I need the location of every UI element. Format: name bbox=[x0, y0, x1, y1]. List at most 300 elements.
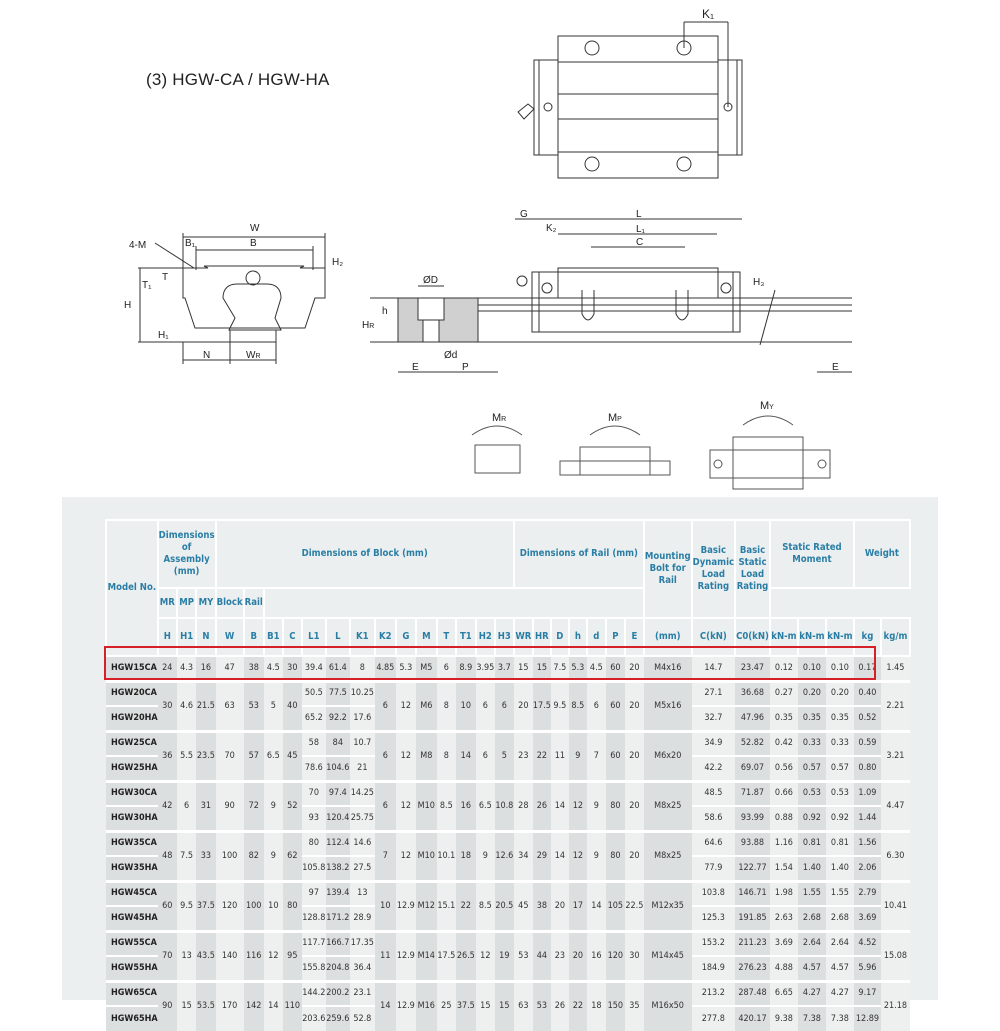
cell-k1: 27.5 bbox=[350, 856, 375, 881]
cell-w: 90 bbox=[216, 781, 244, 831]
h-small-label: h bbox=[382, 306, 388, 317]
l1-label: L₁ bbox=[636, 224, 645, 235]
model-cell: HGW20HA bbox=[106, 706, 158, 731]
cell-l1: 39.4 bbox=[302, 656, 326, 681]
cell-l: 171.2 bbox=[326, 906, 350, 931]
cell-h: 24 bbox=[158, 656, 177, 681]
cell-k1: 28.9 bbox=[350, 906, 375, 931]
table-row bbox=[106, 981, 910, 1006]
column-header: H1 bbox=[177, 618, 196, 656]
column-header: K1 bbox=[350, 618, 375, 656]
cell-n: 31 bbox=[196, 781, 215, 831]
cell-c: 62 bbox=[283, 831, 302, 881]
cell-k2: 4.85 bbox=[375, 656, 396, 681]
header-dynamic: Basic Dynamic Load Rating bbox=[692, 520, 735, 618]
cell-bolt: M14x45 bbox=[644, 931, 692, 981]
cell-w: 70 bbox=[216, 731, 244, 781]
table-row bbox=[106, 881, 910, 906]
c-label: C bbox=[636, 237, 644, 248]
k2-label: K₂ bbox=[546, 223, 557, 234]
moment-diagrams bbox=[450, 395, 850, 495]
cell-k1: 13 bbox=[350, 881, 375, 906]
cell-c0-kn: 23.47 bbox=[735, 656, 770, 681]
cell-l: 84 bbox=[326, 731, 350, 756]
cell-g: 12.9 bbox=[396, 931, 416, 981]
cell-c: 30 bbox=[283, 656, 302, 681]
column-header: W bbox=[216, 618, 244, 656]
cell-k1: 52.8 bbox=[350, 1006, 375, 1031]
cell-b: 82 bbox=[244, 831, 264, 881]
cell-l1: 97 bbox=[302, 881, 326, 906]
cell-e: 20 bbox=[625, 656, 644, 681]
cell-h3: 5 bbox=[495, 731, 514, 781]
cell-bolt: M8x25 bbox=[644, 781, 692, 831]
cell-t: 8 bbox=[437, 681, 456, 731]
cell-c0-kn: 191.85 bbox=[735, 906, 770, 931]
cell-m: M14 bbox=[416, 931, 437, 981]
cell-my: 4.57 bbox=[826, 956, 854, 981]
cell-d: 18 bbox=[587, 981, 606, 1031]
cell-m: M8 bbox=[416, 731, 437, 781]
g-label: G bbox=[520, 209, 528, 220]
model-cell: HGW20CA bbox=[106, 681, 158, 706]
header-model: Model No. bbox=[106, 520, 158, 656]
cell-mp: 0.33 bbox=[798, 731, 826, 756]
cell-k1: 10.7 bbox=[350, 731, 375, 756]
cell-mr: 0.27 bbox=[770, 681, 798, 706]
cell-h: 60 bbox=[158, 881, 177, 931]
cell-bolt: M6x20 bbox=[644, 731, 692, 781]
cell-mp: 4.27 bbox=[798, 981, 826, 1006]
cell-mr: 0.12 bbox=[770, 656, 798, 681]
header-static: Basic Static Load Rating bbox=[735, 520, 770, 618]
cell-t1: 14 bbox=[456, 731, 476, 781]
cell-m: M10 bbox=[416, 831, 437, 881]
cell-my: 2.68 bbox=[826, 906, 854, 931]
cell-l: 112.4 bbox=[326, 831, 350, 856]
cell-d: 9 bbox=[587, 831, 606, 881]
cell-t1: 26.5 bbox=[456, 931, 476, 981]
e-right-label: E bbox=[832, 362, 839, 373]
cell-wr: 15 bbox=[514, 656, 533, 681]
cell-h: 70 bbox=[158, 931, 177, 981]
cell-g: 12 bbox=[396, 731, 416, 781]
cell-h2: 12 bbox=[476, 931, 495, 981]
cell-k1: 14.6 bbox=[350, 831, 375, 856]
cell-g: 12 bbox=[396, 781, 416, 831]
cell-d: 11 bbox=[551, 731, 569, 781]
cell-m: M10 bbox=[416, 781, 437, 831]
cell-bolt: M12x35 bbox=[644, 881, 692, 931]
cell-e: 22.5 bbox=[625, 881, 644, 931]
cell-l: 166.7 bbox=[326, 931, 350, 956]
cell-w: 100 bbox=[216, 831, 244, 881]
cell-block-kg: 2.06 bbox=[854, 856, 881, 881]
cell-t: 25 bbox=[437, 981, 456, 1031]
cell-k2: 7 bbox=[375, 831, 396, 881]
model-cell: HGW25HA bbox=[106, 756, 158, 781]
cell-h: 17 bbox=[569, 881, 587, 931]
cell-d: 7.5 bbox=[551, 656, 569, 681]
e-label: E bbox=[412, 362, 419, 373]
cell-t1: 18 bbox=[456, 831, 476, 881]
header-rail: Dimensions of Rail (mm) bbox=[514, 520, 644, 588]
cell-b1: 14 bbox=[264, 981, 283, 1031]
cell-c-kn: 277.8 bbox=[692, 1006, 735, 1031]
cell-c: 40 bbox=[283, 681, 302, 731]
cell-my: 0.81 bbox=[826, 831, 854, 856]
cell-n: 43.5 bbox=[196, 931, 215, 981]
cell-k1: 25.75 bbox=[350, 806, 375, 831]
cell-d: 26 bbox=[551, 981, 569, 1031]
column-header: kN-m bbox=[770, 618, 798, 656]
cell-mr: 3.69 bbox=[770, 931, 798, 956]
cell-my: 4.27 bbox=[826, 981, 854, 1006]
model-cell: HGW55CA bbox=[106, 931, 158, 956]
column-header: C bbox=[283, 618, 302, 656]
cell-h3: 15 bbox=[495, 981, 514, 1031]
cell-c: 45 bbox=[283, 731, 302, 781]
cell-n: 53.5 bbox=[196, 981, 215, 1031]
cell-wr: 34 bbox=[514, 831, 533, 881]
cell-k1: 21 bbox=[350, 756, 375, 781]
cell-c-kn: 125.3 bbox=[692, 906, 735, 931]
h1-label: H₁ bbox=[158, 330, 169, 341]
cell-mr: 0.66 bbox=[770, 781, 798, 806]
cell-my: 7.38 bbox=[826, 1006, 854, 1031]
column-header: T bbox=[437, 618, 456, 656]
cell-hr: 53 bbox=[533, 981, 551, 1031]
cell-c-kn: 48.5 bbox=[692, 781, 735, 806]
cell-h2: 8.5 bbox=[476, 881, 495, 931]
cell-g: 12 bbox=[396, 831, 416, 881]
model-cell: HGW55HA bbox=[106, 956, 158, 981]
cell-c-kn: 58.6 bbox=[692, 806, 735, 831]
cell-l1: 58 bbox=[302, 731, 326, 756]
cell-m: M6 bbox=[416, 681, 437, 731]
cell-mr: 6.65 bbox=[770, 981, 798, 1006]
cell-rail-weight: 21.18 bbox=[881, 981, 910, 1031]
column-header: P bbox=[606, 618, 625, 656]
cell-c0-kn: 287.48 bbox=[735, 981, 770, 1006]
cell-mr: 0.88 bbox=[770, 806, 798, 831]
cell-c0-kn: 276.23 bbox=[735, 956, 770, 981]
mp-label: MP bbox=[608, 412, 622, 424]
cell-mp: 0.92 bbox=[798, 806, 826, 831]
cell-c: 80 bbox=[283, 881, 302, 931]
cell-g: 12 bbox=[396, 681, 416, 731]
cell-h1: 9.5 bbox=[177, 881, 196, 931]
cell-d: 6 bbox=[587, 681, 606, 731]
cell-l1: 93 bbox=[302, 806, 326, 831]
model-cell: HGW35CA bbox=[106, 831, 158, 856]
cell-my: 0.57 bbox=[826, 756, 854, 781]
cell-e: 20 bbox=[625, 781, 644, 831]
k1-label: K₁ bbox=[702, 7, 715, 21]
column-header: N bbox=[196, 618, 215, 656]
cell-d: 7 bbox=[587, 731, 606, 781]
cell-my: 0.10 bbox=[826, 656, 854, 681]
cell-h: 12 bbox=[569, 831, 587, 881]
table-row bbox=[106, 931, 910, 956]
cell-t: 6 bbox=[437, 656, 456, 681]
cell-c0-kn: 93.88 bbox=[735, 831, 770, 856]
column-header: H2 bbox=[476, 618, 495, 656]
cell-b1: 10 bbox=[264, 881, 283, 931]
cell-b1: 9 bbox=[264, 831, 283, 881]
cell-l: 139.4 bbox=[326, 881, 350, 906]
cell-hr: 22 bbox=[533, 731, 551, 781]
column-header: E bbox=[625, 618, 644, 656]
cell-l1: 65.2 bbox=[302, 706, 326, 731]
b-label: B bbox=[250, 238, 257, 249]
cell-mr: 9.38 bbox=[770, 1006, 798, 1031]
cell-k2: 11 bbox=[375, 931, 396, 981]
n-label: N bbox=[203, 350, 211, 361]
column-header: B bbox=[244, 618, 264, 656]
cell-bolt: M4x16 bbox=[644, 656, 692, 681]
cell-h1: 15 bbox=[177, 981, 196, 1031]
cell-my: 0.35 bbox=[826, 706, 854, 731]
p-label: P bbox=[462, 362, 469, 373]
cell-b: 57 bbox=[244, 731, 264, 781]
cell-mr: 0.42 bbox=[770, 731, 798, 756]
column-header: D bbox=[551, 618, 569, 656]
cell-n: 16 bbox=[196, 656, 215, 681]
cell-wr: 53 bbox=[514, 931, 533, 981]
table-row bbox=[106, 781, 910, 806]
cell-h: 36 bbox=[158, 731, 177, 781]
cell-l: 120.4 bbox=[326, 806, 350, 831]
cell-l: 77.5 bbox=[326, 681, 350, 706]
cell-block-kg: 4.52 bbox=[854, 931, 881, 956]
cell-hr: 44 bbox=[533, 931, 551, 981]
cell-block-kg: 1.44 bbox=[854, 806, 881, 831]
cell-c-kn: 64.6 bbox=[692, 831, 735, 856]
cell-h1: 5.5 bbox=[177, 731, 196, 781]
cell-c0-kn: 36.68 bbox=[735, 681, 770, 706]
cell-h: 5.3 bbox=[569, 656, 587, 681]
cell-k2: 6 bbox=[375, 781, 396, 831]
model-cell: HGW35HA bbox=[106, 856, 158, 881]
header-bolt: Mounting Bolt for Rail bbox=[644, 520, 692, 618]
hr-label: HR bbox=[362, 320, 375, 331]
cell-rail-weight: 1.45 bbox=[881, 656, 910, 681]
model-cell: HGW65CA bbox=[106, 981, 158, 1006]
cell-h: 30 bbox=[158, 681, 177, 731]
cell-t1: 8.9 bbox=[456, 656, 476, 681]
header-weight-block: Block bbox=[216, 588, 244, 618]
cell-e: 35 bbox=[625, 981, 644, 1031]
column-header: kg bbox=[854, 618, 881, 656]
cell-mr: 4.88 bbox=[770, 956, 798, 981]
cell-mr: 1.16 bbox=[770, 831, 798, 856]
cell-rail-weight: 4.47 bbox=[881, 781, 910, 831]
cell-mp: 0.20 bbox=[798, 681, 826, 706]
spec-table bbox=[105, 519, 911, 1031]
cell-mr: 1.54 bbox=[770, 856, 798, 881]
cell-block-kg: 0.80 bbox=[854, 756, 881, 781]
cell-m: M12 bbox=[416, 881, 437, 931]
column-header: kN-m bbox=[798, 618, 826, 656]
header-mr: MR bbox=[158, 588, 177, 618]
cell-g: 12.9 bbox=[396, 881, 416, 931]
cell-e: 20 bbox=[625, 681, 644, 731]
cell-c0-kn: 211.23 bbox=[735, 931, 770, 956]
cell-c0-kn: 71.87 bbox=[735, 781, 770, 806]
cell-l1: 50.5 bbox=[302, 681, 326, 706]
cell-c0-kn: 52.82 bbox=[735, 731, 770, 756]
b1-label: B₁ bbox=[185, 238, 196, 249]
cell-b1: 12 bbox=[264, 931, 283, 981]
cell-e: 20 bbox=[625, 831, 644, 881]
column-header: L1 bbox=[302, 618, 326, 656]
cell-h3: 10.8 bbox=[495, 781, 514, 831]
cell-h1: 6 bbox=[177, 781, 196, 831]
mr-label: MR bbox=[492, 412, 507, 424]
column-header: G bbox=[396, 618, 416, 656]
cell-mp: 0.81 bbox=[798, 831, 826, 856]
cell-b1: 5 bbox=[264, 681, 283, 731]
cell-b: 142 bbox=[244, 981, 264, 1031]
cell-d: 14 bbox=[551, 831, 569, 881]
cell-l: 61.4 bbox=[326, 656, 350, 681]
od-small-label: Ød bbox=[444, 350, 458, 361]
cell-p: 60 bbox=[606, 731, 625, 781]
model-cell: HGW30HA bbox=[106, 806, 158, 831]
cell-t1: 10 bbox=[456, 681, 476, 731]
cell-h: 12 bbox=[569, 781, 587, 831]
cell-block-kg: 9.17 bbox=[854, 981, 881, 1006]
model-cell: HGW45CA bbox=[106, 881, 158, 906]
cell-mp: 1.55 bbox=[798, 881, 826, 906]
cell-p: 150 bbox=[606, 981, 625, 1031]
cell-h: 22 bbox=[569, 981, 587, 1031]
cell-d: 23 bbox=[551, 931, 569, 981]
cell-mr: 2.63 bbox=[770, 906, 798, 931]
cell-l: 104.6 bbox=[326, 756, 350, 781]
cell-k1: 8 bbox=[350, 656, 375, 681]
header-assembly: Dimensions of Assembly (mm) bbox=[158, 520, 216, 588]
cell-d: 16 bbox=[587, 931, 606, 981]
cell-rail-weight: 6.30 bbox=[881, 831, 910, 881]
cell-my: 2.64 bbox=[826, 931, 854, 956]
cell-h1: 4.3 bbox=[177, 656, 196, 681]
cell-c0-kn: 420.17 bbox=[735, 1006, 770, 1031]
4m-label: 4-M bbox=[129, 240, 147, 251]
cell-h: 20 bbox=[569, 931, 587, 981]
cell-c-kn: 77.9 bbox=[692, 856, 735, 881]
cell-w: 140 bbox=[216, 931, 244, 981]
cell-h2: 6 bbox=[476, 681, 495, 731]
cell-wr: 23 bbox=[514, 731, 533, 781]
my-label: MY bbox=[760, 400, 774, 412]
cell-h1: 4.6 bbox=[177, 681, 196, 731]
cell-block-kg: 1.09 bbox=[854, 781, 881, 806]
cell-w: 170 bbox=[216, 981, 244, 1031]
cell-d: 9 bbox=[587, 781, 606, 831]
cell-k2: 6 bbox=[375, 731, 396, 781]
cell-p: 120 bbox=[606, 931, 625, 981]
cell-wr: 28 bbox=[514, 781, 533, 831]
column-header: T1 bbox=[456, 618, 476, 656]
table-row bbox=[106, 656, 910, 681]
header-block: Dimensions of Block (mm) bbox=[216, 520, 514, 588]
cell-block-kg: 1.56 bbox=[854, 831, 881, 856]
header-mp: MP bbox=[177, 588, 196, 618]
cell-k1: 14.25 bbox=[350, 781, 375, 806]
column-header: WR bbox=[514, 618, 533, 656]
cell-c0-kn: 69.07 bbox=[735, 756, 770, 781]
cell-block-kg: 2.79 bbox=[854, 881, 881, 906]
cell-rail-weight: 10.41 bbox=[881, 881, 910, 931]
cell-t: 15.1 bbox=[437, 881, 456, 931]
cell-rail-weight: 3.21 bbox=[881, 731, 910, 781]
model-cell: HGW25CA bbox=[106, 731, 158, 756]
cell-block-kg: 3.69 bbox=[854, 906, 881, 931]
cell-k1: 23.1 bbox=[350, 981, 375, 1006]
cell-k2: 10 bbox=[375, 881, 396, 931]
w-label: W bbox=[250, 223, 260, 234]
block-top-view-drawing bbox=[510, 0, 770, 190]
cell-h1: 13 bbox=[177, 931, 196, 981]
cell-mr: 0.56 bbox=[770, 756, 798, 781]
cell-m: M16 bbox=[416, 981, 437, 1031]
cell-e: 30 bbox=[625, 931, 644, 981]
cell-c-kn: 34.9 bbox=[692, 731, 735, 756]
model-cell: HGW30CA bbox=[106, 781, 158, 806]
cell-w: 63 bbox=[216, 681, 244, 731]
cell-mp: 2.64 bbox=[798, 931, 826, 956]
column-header: M bbox=[416, 618, 437, 656]
column-header: C(kN) bbox=[692, 618, 735, 656]
cell-l: 97.4 bbox=[326, 781, 350, 806]
block-side-view-drawing bbox=[360, 200, 860, 380]
cell-b1: 9 bbox=[264, 781, 283, 831]
cell-l1: 70 bbox=[302, 781, 326, 806]
cell-t: 17.5 bbox=[437, 931, 456, 981]
cell-t: 10.1 bbox=[437, 831, 456, 881]
cell-h2: 3.95 bbox=[476, 656, 495, 681]
cell-h: 9 bbox=[569, 731, 587, 781]
cell-c: 95 bbox=[283, 931, 302, 981]
column-header: HR bbox=[533, 618, 551, 656]
cell-w: 120 bbox=[216, 881, 244, 931]
cell-mr: 1.98 bbox=[770, 881, 798, 906]
cell-t1: 22 bbox=[456, 881, 476, 931]
cell-my: 0.92 bbox=[826, 806, 854, 831]
cell-wr: 63 bbox=[514, 981, 533, 1031]
cell-b: 72 bbox=[244, 781, 264, 831]
section-title: (3) HGW-CA / HGW-HA bbox=[146, 70, 330, 89]
cell-w: 47 bbox=[216, 656, 244, 681]
column-header: K2 bbox=[375, 618, 396, 656]
cell-c-kn: 103.8 bbox=[692, 881, 735, 906]
cell-wr: 20 bbox=[514, 681, 533, 731]
cell-l1: 105.8 bbox=[302, 856, 326, 881]
cell-p: 80 bbox=[606, 831, 625, 881]
cell-b: 100 bbox=[244, 881, 264, 931]
model-cell: HGW45HA bbox=[106, 906, 158, 931]
cell-h2: 9 bbox=[476, 831, 495, 881]
cell-k1: 17.6 bbox=[350, 706, 375, 731]
cell-wr: 45 bbox=[514, 881, 533, 931]
cell-block-kg: 12.89 bbox=[854, 1006, 881, 1031]
cell-c-kn: 153.2 bbox=[692, 931, 735, 956]
cell-c-kn: 14.7 bbox=[692, 656, 735, 681]
cell-block-kg: 0.40 bbox=[854, 681, 881, 706]
cell-l1: 128.8 bbox=[302, 906, 326, 931]
